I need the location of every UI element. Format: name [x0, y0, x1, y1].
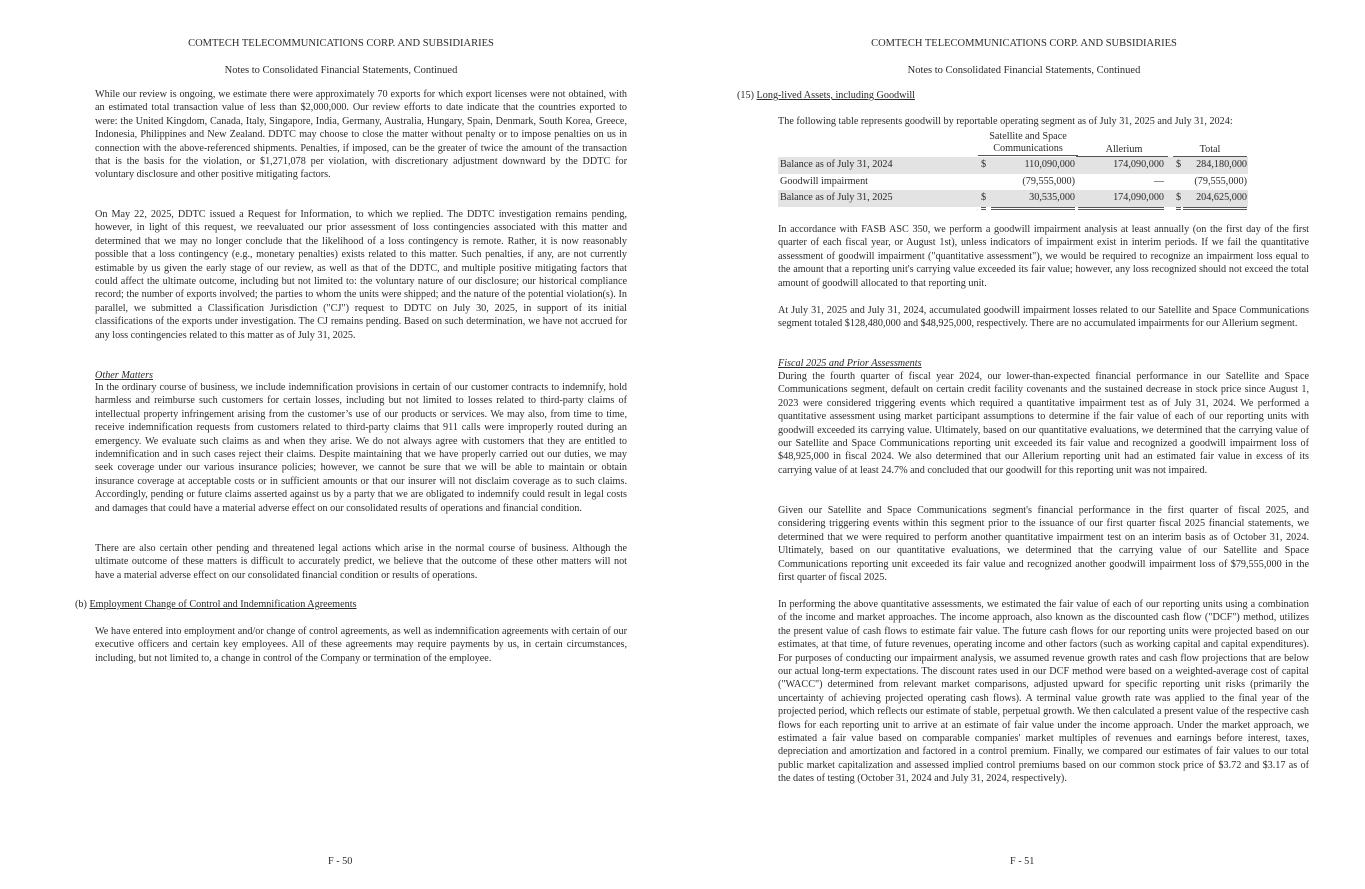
goodwill-table-intro: The following table represents goodwill by reportable operating segment as of July 31, 2025 and July 31, 2024: — [778, 116, 1233, 127]
right-paragraph-fiscal-2025: Given our Satellite and Space Communications segment's financial performance in the first quarter of fiscal 2025, and considering triggering events within this segment prior to the issuance of our first quarter fiscal 2025 financial statements, we determined that we were required to perform another quantitative impairment test on an interim basis as of October 31, 2024. Ultimately, based on our quantitative evaluations, we determined that the carrying value of our Satellite and Space Communications reporting unit exceeded its fair value and recognized another goodwill impairment loss of $79,555,000 in the first quarter of fiscal 2025. — [778, 505, 1309, 584]
left-page — [0, 0, 682, 889]
cell-allerium: 174,090,000 — [1113, 159, 1164, 170]
row-label: Balance as of July 31, 2025 — [780, 192, 893, 203]
cell-satellite: 30,535,000 — [991, 190, 1075, 210]
currency-symbol: $ — [981, 190, 986, 210]
goodwill-table-header — [778, 131, 1248, 157]
right-paragraph-valuation-approach: In performing the above quantitative assessments, we estimated the fair value of each of our reporting units using a combination of the income and market approaches. The income approach, also known as the discounted cash flow ("DCF") method, utilizes the present value of cash flows to estimate fair value. The future cash flows for our reporting units were projected based on our estimates, at that time, of future revenues, operating income and other factors (such as working capital and capital expenditures). For purposes of conducting our impairment analysis, we assumed revenue growth rates and cash flow projections that are below our actual long-term expectations. The discount rates used in our DCF method were based on a weighted-average cost of capital ("WACC") determined from relevant market comparisons, adjusted upward for specific reporting unit risks (primarily the uncertainty of achieving projected operating cash flows). A terminal value growth rate was applied to the final year of the projected period, which reflects our estimate of stable, perpetual growth. We then calculated a present value of the respective cash flows for each reporting unit to arrive at an estimate of fair value under the income approach. Under the market approach, we estimated a fair value based on comparable companies' market multiples of revenues and earnings before interest, taxes, depreciation and amortization and factored in a control premium. Finally, we compared our estimates of fair values to our total public market capitalization and assessed implied control premiums based on our common stock price of $3.72 and $3.17 as of the dates of testing (October 31, 2024 and July 31, 2024, respectively). — [778, 599, 1309, 785]
left-page-number: F - 50 — [328, 856, 353, 867]
right-paragraph-asc350: In accordance with FASB ASC 350, we perform a goodwill impairment analysis at least annually (on the first day of the first quarter of each fiscal year, or August 1st), unless indicators of impairment exist in interim periods. If we fail the quantitative assessment of goodwill impairment ("quantitative assessment"), we would be required to recognize an impairment loss equal to the amount that a reporting unit's carrying value exceeded its fair value; however, any loss recognized should not exceed the total amount of goodwill allocated to that reporting unit. — [778, 224, 1309, 289]
right-header-company: COMTECH TELECOMMUNICATIONS CORP. AND SUBSIDIARIES — [871, 38, 1177, 49]
cell-satellite: (79,555,000) — [991, 174, 1075, 192]
currency-symbol: $ — [1176, 159, 1182, 170]
right-page — [683, 0, 1365, 889]
currency-symbol: $ — [1176, 190, 1181, 210]
cell-allerium: 174,090,000 — [1078, 190, 1164, 210]
section-15-prefix: (15) — [737, 90, 757, 101]
col-header-total: Total — [1173, 144, 1247, 157]
right-page-number: F - 51 — [1010, 856, 1035, 867]
section-15-heading — [737, 89, 915, 102]
col-header-allerium: Allerium — [1105, 144, 1143, 155]
section-b-heading — [75, 598, 357, 611]
col-header-satellite-line1: Satellite and Space — [989, 131, 1067, 142]
cell-total: (79,555,000) — [1183, 174, 1247, 192]
row-label: Goodwill impairment — [780, 175, 868, 187]
left-paragraph-legal-actions: There are also certain other pending and threatened legal actions which arise in the normal course of business. Although the ultimate outcome of these matters is difficult to accurately predict, we believe that the outcome of these other matters will not have a material adverse effect on our consolidated financial condition or results of operations. — [95, 543, 627, 581]
cell-allerium: — — [1078, 174, 1164, 192]
cell-total: 284,180,000 — [1196, 159, 1247, 170]
row-label: Balance as of July 31, 2024 — [780, 159, 893, 170]
cell-total: 204,625,000 — [1183, 190, 1247, 210]
cell-satellite: 110,090,000 — [1024, 159, 1075, 170]
table-row — [778, 174, 1248, 191]
right-header-subtitle: Notes to Consolidated Financial Statements, Continued — [907, 65, 1141, 76]
left-paragraph-indemnification: In the ordinary course of business, we include indemnification provisions in certain of our customer contracts to indemnify, hold harmless and reimburse such customers for certain losses, including but not limited to losses related to third-party claims of intellectual property infringement arising from the customer’s use of our products or services. We may also, from time to time, receive indemnification requests from customers related to third-party claims that 911 calls were improperly routed during an emergency. We evaluate such claims as and when they arise. We do not always agree with customers that they are entitled to indemnification and in such cases reject their claims. Despite maintaining that we have properly carried out our duties, we may seek coverage under our various insurance policies; however, we cannot be sure that we will be able to maintain or obtain insurance coverage at acceptable costs or in sufficient amounts or that our insurer will not disclaim coverage as to such claims. Accordingly, pending or future claims asserted against us by a party that we are obligated to indemnify could result in legal costs and damages that could have a material adverse effect on our consolidated results of operations and financial condition. — [95, 382, 627, 514]
col-header-satellite-line2: Communications — [993, 143, 1063, 154]
right-paragraph-fiscal-2024: During the fourth quarter of fiscal year 2024, our lower-than-expected financial performance in our Satellite and Space Communications segment, default on certain credit facility covenants and the sustained decrease in stock price since August 1, 2023 were considered triggering events which required a quantitative impairment test as of July 31, 2024. We performed a quantitative assessment using market participant assumptions to determine if the fair value of each of our reporting units with goodwill exceeded its carrying value. Ultimately, based on our quantitative evaluations, we determined that the carrying value of our Satellite and Space Communications reporting unit exceeded its fair value and recognized a goodwill impairment loss of $48,925,000 in fiscal 2024. We also determined that our Allerium reporting unit had an estimated fair value in excess of its carrying value of at least 24.7% and concluded that our goodwill for this reporting unit was not impaired. — [778, 371, 1309, 476]
left-header-company: COMTECH TELECOMMUNICATIONS CORP. AND SUBSIDIARIES — [188, 38, 494, 49]
left-paragraph-employment-agreements: We have entered into employment and/or change of control agreements, as well as indemnification agreements with certain of our executive officers and certain key employees. All of these agreements may require payments by us, in certain circumstances, including, but not limited to, a change in control of the Company or termination of the employee. — [95, 626, 627, 664]
left-header-subtitle: Notes to Consolidated Financial Statements, Continued — [224, 65, 458, 76]
left-paragraph-ddtc-request: On May 22, 2025, DDTC issued a Request for Information, to which we replied. The DDTC investigation remains pending, however, in light of this request, we reevaluated our prior assessment of loss contingencies associated with this matter and determined that we may no longer conclude that the likelihood of a loss contingency is remote. Rather, it is now reasonably possible that a loss contingency (e.g., monetary penalties) exists related to this matter. Such penalties, if any, are not currently estimable by us given the early stage of our review, as well as that of the DDTC, and multiple positive mitigating factors that could affect the ultimate outcome, including but not limited to: the voluntary nature of our disclosure; our historical compliance record; the number of exports involved; the parties to whom the units were shipped; and the nature of the potential violation(s). In parallel, we submitted a Classification Jurisdiction ("CJ") request to DDTC on July 30, 2025, in support of its initial classifications of the exports under investigation. The CJ remains pending. Based on such determination, we have not accrued for any loss contingencies related to this matter as of July 31, 2025. — [95, 209, 627, 341]
right-paragraph-accumulated-impairment: At July 31, 2025 and July 31, 2024, accumulated goodwill impairment losses related to our Satellite and Space Communications segment totaled $128,480,000 and $48,925,000, respectively. There are no accumulated impairments for our Allerium segment. — [778, 305, 1309, 330]
left-paragraph-export-review: While our review is ongoing, we estimate there were approximately 70 exports for which export licenses were not obtained, with an estimated total transaction value of less than $2,000,000. Our review efforts to date indicate that the countries exported to were: the United Kingdom, Canada, Italy, Singapore, India, Germany, Australia, Hungary, Spain, Denmark, South Korea, Greece, Indonesia, Philippines and New Zealand. DDTC may choose to close the matter without penalty or to impose penalties on us in connection with the above-referenced shipments. Penalties, if imposed, can be the greater of twice the amount of the transaction that is the basis for the violation, or $1,271,078 per violation, with discretionary adjustment downward by the DDTC for voluntary disclosure and other positive mitigating factors. — [95, 89, 627, 181]
fiscal-2025-heading: Fiscal 2025 and Prior Assessments — [778, 358, 922, 369]
section-15-title: Long-lived Assets, including Goodwill — [756, 90, 915, 101]
section-b-prefix: (b) — [75, 599, 90, 610]
table-row — [778, 157, 1248, 174]
other-matters-heading: Other Matters — [95, 370, 154, 381]
goodwill-table — [778, 131, 1248, 207]
currency-symbol: $ — [981, 159, 987, 170]
section-b-title: Employment Change of Control and Indemnification Agreements — [89, 599, 357, 610]
col-header-satellite — [978, 131, 1078, 156]
table-row — [778, 190, 1248, 207]
